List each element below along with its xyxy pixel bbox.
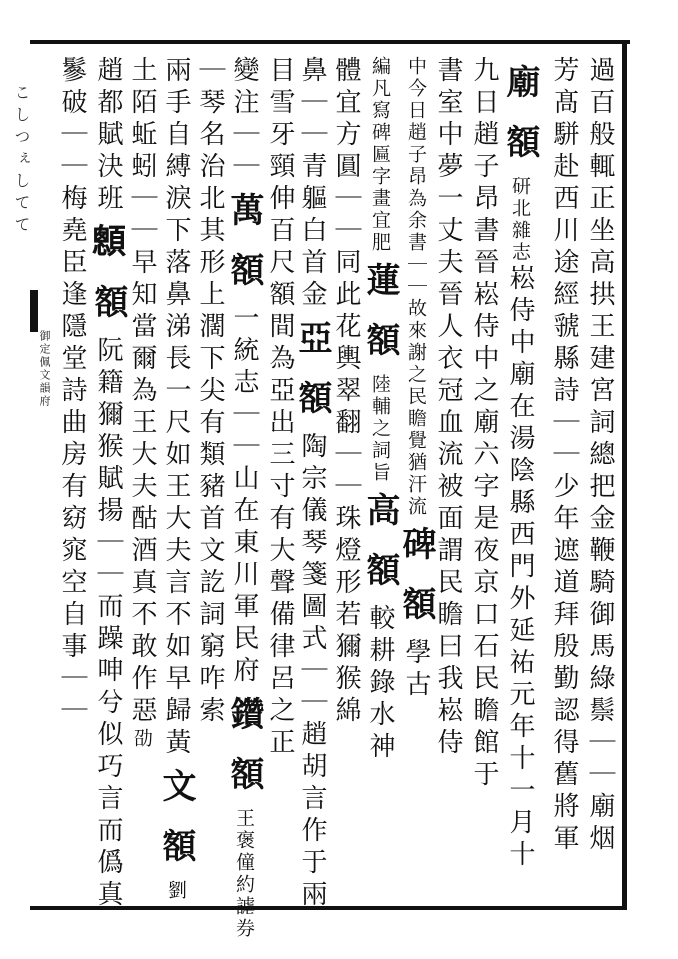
margin-fragment-text: こしつぇしてて bbox=[12, 84, 31, 238]
heading-character: 萬 bbox=[224, 192, 264, 236]
body-text: 變注｜｜ bbox=[229, 56, 259, 184]
heading-character: 額 bbox=[360, 552, 400, 596]
body-text: 阮籍獮猴賦揚｜｜而躁呻兮似巧言而僞真 bbox=[93, 336, 123, 912]
annotation-text: 劭 bbox=[131, 728, 153, 750]
heading-character: 廟 bbox=[500, 64, 540, 108]
text-column-6 bbox=[396, 56, 436, 902]
body-text: 鼻｜｜青軀白首金 bbox=[297, 56, 327, 312]
text-column-10 bbox=[264, 56, 296, 902]
body-text: 書室中夢一丈夫晉人衣冠血流被面謂民瞻曰我崧侍 bbox=[433, 56, 463, 760]
text-column-5 bbox=[432, 56, 464, 902]
page-frame-right bbox=[622, 40, 627, 910]
text-column-8 bbox=[330, 56, 362, 902]
page-frame-top bbox=[30, 40, 630, 44]
body-text: 治北其形上濶下尖有類豬首 bbox=[195, 152, 225, 536]
text-column-15 bbox=[88, 56, 128, 912]
body-text: 土陌蚯蚓｜｜早知當爾為王大夫酤酒真不敢作惡 bbox=[127, 56, 157, 728]
body-text: 花輿翠翻｜｜珠燈 bbox=[331, 312, 361, 568]
text-column-3 bbox=[500, 56, 540, 902]
annotation-text: 編凡寫碑匾字畫宜肥 bbox=[369, 56, 391, 254]
body-text: 陶宗儀琴箋圖式｜｜趙胡言作于兩 bbox=[297, 432, 327, 912]
body-text: ｜琴名 bbox=[195, 56, 225, 152]
body-text: 目雪牙頸伸百尺 bbox=[265, 56, 295, 280]
margin-book-title: 御定佩文韻府 bbox=[38, 330, 51, 408]
body-text: 較耕錄水神 bbox=[365, 604, 395, 764]
heading-character: 額 bbox=[224, 252, 264, 296]
body-text: 梅堯臣逢隱堂詩曲房有窈窕空自事｜｜ bbox=[57, 184, 87, 728]
text-column-7 bbox=[360, 56, 400, 902]
annotation-text: 陸輔之詞旨 bbox=[369, 374, 391, 484]
body-text: 兩手自縛淚下落鼻涕長一尺如王大夫言不如早歸黃 bbox=[161, 56, 191, 760]
heading-character: 額 bbox=[292, 380, 332, 424]
text-column-9 bbox=[292, 56, 332, 912]
body-text: 形若獮猴綿 bbox=[331, 568, 361, 728]
heading-character: 碑 bbox=[396, 526, 436, 570]
text-column-4 bbox=[468, 56, 500, 902]
body-text: 芳髙駢赴西川途經虢縣詩｜｜少年遮道拜殷勤認得舊將軍 bbox=[549, 56, 579, 856]
body-text: 體宜方圓｜｜同此 bbox=[331, 56, 361, 312]
annotation-text: 劉 bbox=[165, 880, 187, 902]
heading-character: 鑽 bbox=[224, 696, 264, 740]
heading-character: 𩕄 bbox=[88, 224, 128, 268]
text-column-13 bbox=[156, 56, 196, 902]
heading-character: 額 bbox=[88, 284, 128, 328]
text-column-12 bbox=[194, 56, 226, 902]
margin-black-bar bbox=[30, 290, 38, 332]
annotation-text: 研北雜志 bbox=[509, 176, 531, 264]
body-text: 額間為亞出三寸有大聲備律呂之正 bbox=[265, 280, 295, 760]
heading-character: 文 bbox=[156, 768, 196, 812]
annotation-text: 王褒僮約謔券 bbox=[233, 808, 255, 940]
body-text: 九日趙子昂書晉崧侍中之廟六字是夜京口石民瞻館于 bbox=[469, 56, 499, 792]
left-margin-strip bbox=[0, 40, 36, 910]
heading-character: 額 bbox=[156, 828, 196, 872]
heading-character: 額 bbox=[360, 322, 400, 366]
text-column-11 bbox=[224, 56, 264, 940]
text-column-16 bbox=[56, 56, 88, 902]
body-text: 一統志｜｜山在東川軍民府 bbox=[229, 304, 259, 688]
body-text: 鬖破｜｜ bbox=[57, 56, 87, 184]
heading-character: 額 bbox=[500, 124, 540, 168]
body-text: 文訖詞窮咋索 bbox=[195, 536, 225, 728]
body-text: 學古 bbox=[401, 638, 431, 702]
annotation-text: 中今日趙子昂為余書｜｜故來謝之民瞻覺猶汗流 bbox=[405, 56, 427, 518]
text-column-1 bbox=[584, 56, 616, 902]
body-text: 過百般輒正坐高拱王建宮詞總把金鞭騎御馬綠鬃｜｜廟烟 bbox=[585, 56, 615, 856]
text-column-14 bbox=[126, 56, 158, 902]
heading-character: 額 bbox=[224, 756, 264, 800]
body-text: 趙都賦決班 bbox=[93, 56, 123, 216]
body-text: 崧侍中廟在湯陰縣西門外延祐元年十一月十 bbox=[505, 264, 535, 872]
heading-character: 蓮 bbox=[360, 262, 400, 306]
heading-character: 高 bbox=[360, 492, 400, 536]
heading-character: 亞 bbox=[292, 320, 332, 364]
heading-character: 額 bbox=[396, 586, 436, 630]
text-column-2 bbox=[548, 56, 580, 902]
